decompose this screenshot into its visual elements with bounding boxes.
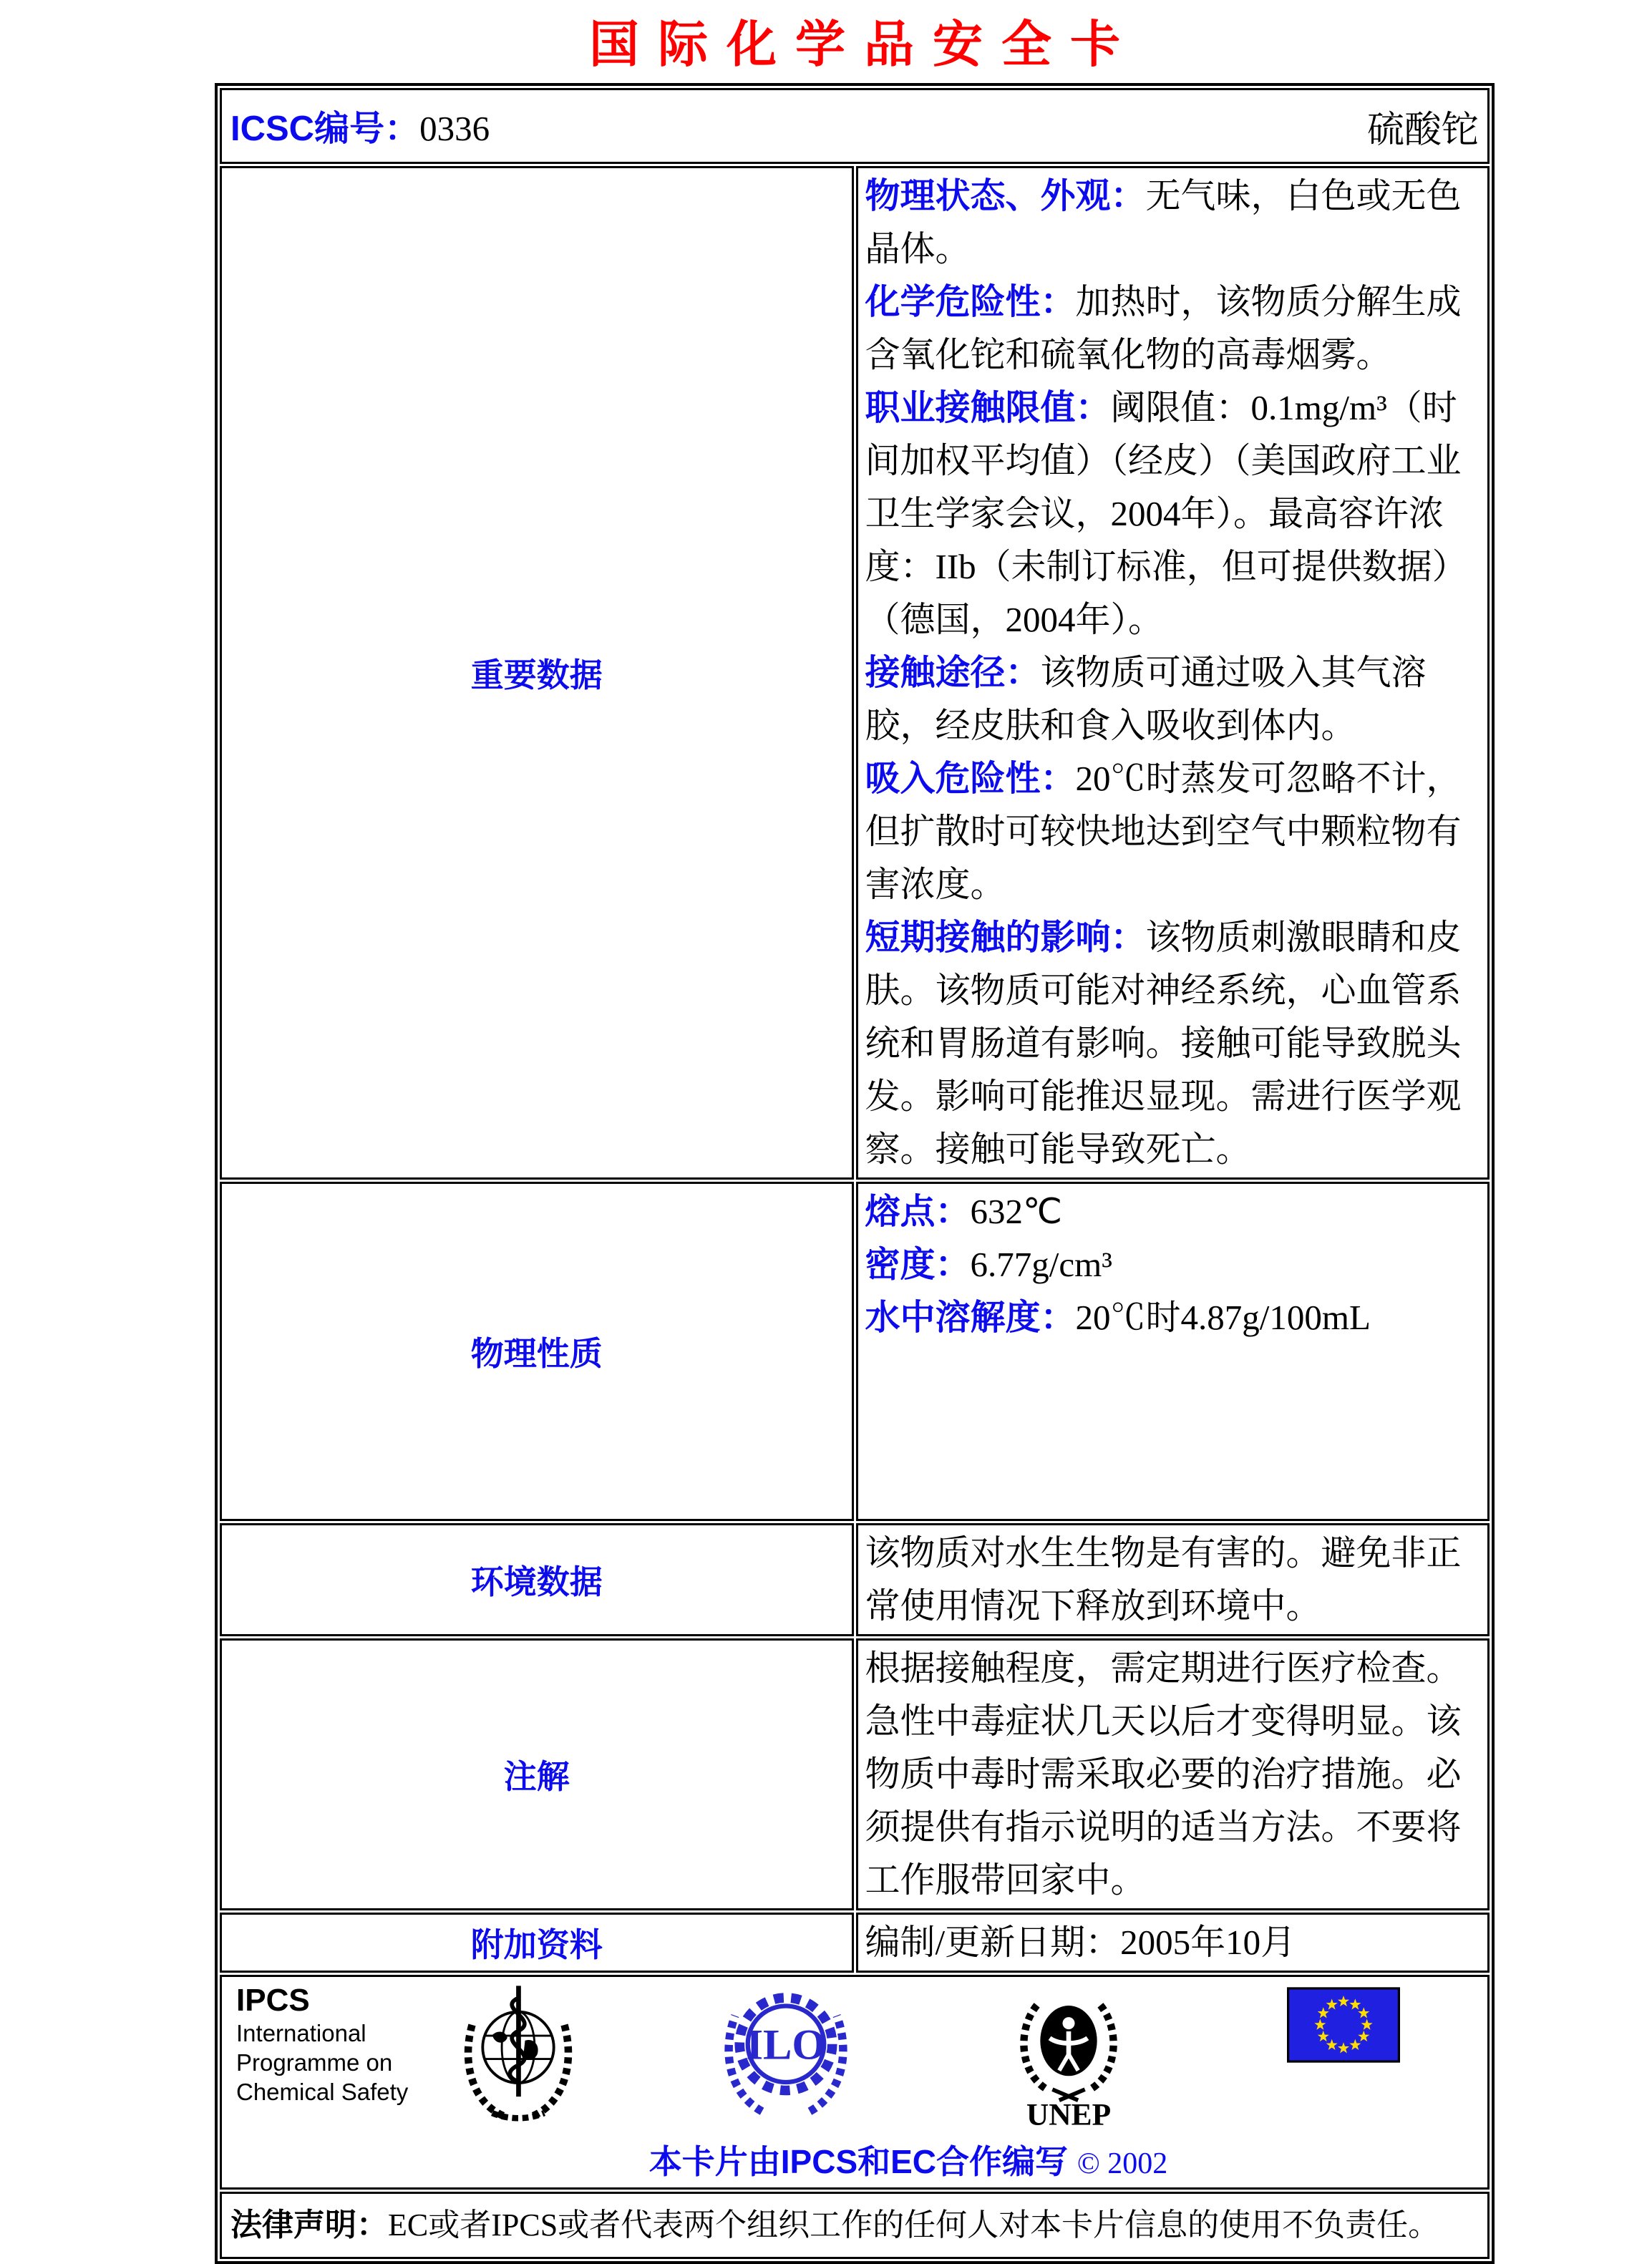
important-item-exposure-routes xyxy=(865,646,1481,752)
notes-row xyxy=(220,1638,1490,1910)
additional-info-text: 编制/更新日期：2005年10月 xyxy=(865,1923,1296,1962)
important-data-content xyxy=(856,166,1490,1180)
additional-info-content xyxy=(856,1913,1490,1973)
item-label: 职业接触限值： xyxy=(865,389,1111,427)
ipcs-logo-text xyxy=(236,1983,408,2107)
ilo-logo-icon xyxy=(719,1981,853,2116)
item-text: 加热时，该物质分解生成含氧化铊和硫氧化物的高毒烟雾。 xyxy=(865,282,1462,374)
icsc-number-value: 0336 xyxy=(419,109,490,148)
important-item-chemical-danger xyxy=(865,276,1481,382)
icsc-number-label: ICSC编号： xyxy=(230,110,420,148)
unep-logo-icon xyxy=(1008,1981,1129,2129)
credit-text: 本卡片由IPCS和EC合作编写 xyxy=(648,2143,1069,2180)
additional-info-label: 附加资料 xyxy=(220,1913,854,1973)
item-text: 632℃ xyxy=(970,1192,1063,1231)
item-label: 化学危险性： xyxy=(865,283,1076,321)
property-density xyxy=(865,1238,1481,1291)
environmental-data-row xyxy=(220,1523,1490,1636)
important-item-inhalation-risk xyxy=(865,752,1481,911)
item-text: 该物质可通过吸入其气溶胶，经皮肤和食入吸收到体内。 xyxy=(865,653,1427,745)
ipcs-acronym: IPCS xyxy=(236,1983,310,2018)
chemical-name: 硫酸铊 xyxy=(1366,110,1479,151)
legal-label: 法律声明： xyxy=(230,2207,388,2243)
who-logo-icon xyxy=(457,1981,580,2124)
icsc-number xyxy=(230,101,490,151)
item-label: 物理状态、外观： xyxy=(865,177,1146,215)
item-text: 阈限值：0.1mg/m³（时间加权平均值）（经皮）（美国政府工业卫生学家会议，2004年）。最高容许浓度：IIb（未制订标准，但可提供数据）（德国，2004年）。 xyxy=(865,388,1467,639)
legal-text: EC或者IPCS或者代表两个组织工作的任何人对本卡片信息的使用不负责任。 xyxy=(388,2207,1440,2243)
property-water-solubility xyxy=(865,1291,1481,1344)
physical-properties-content xyxy=(856,1182,1490,1521)
important-data-row xyxy=(220,166,1490,1180)
ilo-logo-text: ILO xyxy=(746,2021,826,2069)
item-text: 该物质刺激眼睛和皮肤。该物质可能对神经系统，心血管系统和胃肠道有影响。接触可能导致脱头发。影响可能推迟显现。需进行医学观察。接触可能导致死亡。 xyxy=(865,918,1462,1169)
important-data-label: 重要数据 xyxy=(220,166,854,1180)
icsc-card-table xyxy=(215,83,1495,2264)
important-item-occupational-limits xyxy=(865,382,1481,646)
notes-label: 注解 xyxy=(220,1638,854,1910)
unep-logo-text: UNEP xyxy=(1026,2097,1112,2129)
ipcs-line: Programme on xyxy=(236,2049,393,2076)
physical-properties-row xyxy=(220,1182,1490,1521)
item-label: 接触途径： xyxy=(865,654,1041,692)
ipcs-line: Chemical Safety xyxy=(236,2079,409,2105)
environmental-text: 该物质对水生生物是有害的。避免非正常使用情况下释放到环境中。 xyxy=(865,1533,1462,1626)
important-item-physical-state xyxy=(865,170,1481,276)
notes-text: 根据接触程度，需定期进行医疗检查。急性中毒症状几天以后才变得明显。该物质中毒时需采取必要的治疗措施。必须提供有指示说明的适当方法。不要将工作服带回家中。 xyxy=(865,1648,1462,1900)
item-label: 水中溶解度： xyxy=(865,1298,1076,1337)
item-label: 短期接触的影响： xyxy=(865,918,1146,957)
item-text: 20℃时4.87g/100mL xyxy=(1075,1298,1371,1337)
item-text: 20℃时蒸发可忽略不计，但扩散时可较快地达到空气中颗粒物有害浓度。 xyxy=(865,759,1462,904)
header-row xyxy=(220,88,1490,164)
item-text: 6.77g/cm³ xyxy=(970,1245,1112,1284)
notes-content xyxy=(856,1638,1490,1910)
logos-row xyxy=(220,1975,1490,2190)
environmental-data-label: 环境数据 xyxy=(220,1523,854,1636)
environmental-data-content xyxy=(856,1523,1490,1636)
item-text: 无气味，白色或无色晶体。 xyxy=(865,176,1462,268)
copyright-text: © 2002 xyxy=(1077,2147,1168,2180)
credit-line xyxy=(229,2136,1480,2183)
item-label: 吸入危险性： xyxy=(865,759,1076,798)
important-item-short-term-effects xyxy=(865,911,1481,1176)
physical-properties-label: 物理性质 xyxy=(220,1182,854,1521)
ipcs-line: International xyxy=(236,2020,366,2046)
page-title: 国际化学品安全卡 xyxy=(589,18,1139,73)
logos-strip xyxy=(229,1981,1480,2129)
additional-info-row xyxy=(220,1913,1490,1973)
legal-row xyxy=(220,2192,1490,2259)
item-label: 密度： xyxy=(865,1245,971,1284)
property-melting-point xyxy=(865,1185,1481,1238)
eu-flag-icon xyxy=(1287,1987,1400,2063)
item-label: 熔点： xyxy=(865,1192,971,1231)
